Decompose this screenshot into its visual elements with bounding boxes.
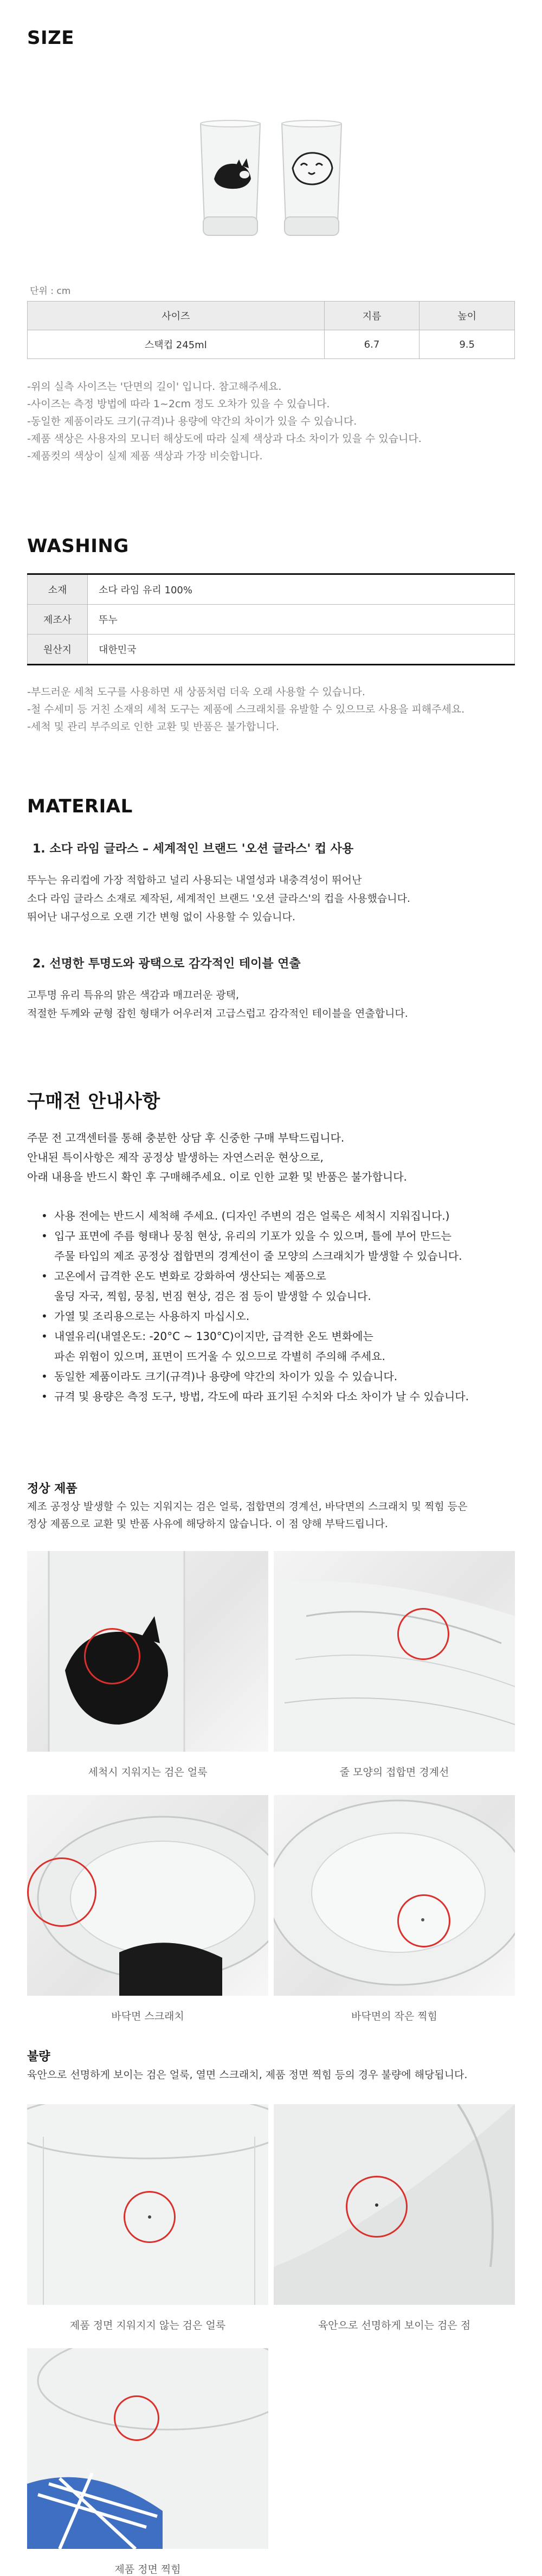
- size-table-cell: 스택컵 245ml: [28, 330, 325, 359]
- notice-bullet-continuation: 울딩 자국, 찍힘, 뭉침, 번짐 현상, 검은 점 등이 발생할 수 있습니다.: [54, 1290, 371, 1303]
- size-unit-label: 단위 : cm: [30, 286, 71, 297]
- size-note: -제품 색상은 사용자의 모니터 해상도에 따라 실제 색상과 다소 차이가 있을 수 있습니다.: [27, 433, 422, 445]
- washing-section-title: WASHING: [27, 535, 129, 557]
- photo-caption: 바닥면 스크래치: [111, 2010, 184, 2022]
- washing-key: 소재: [28, 574, 88, 605]
- material-point-line: 뛰어난 내구성으로 오랜 기간 변형 없이 사용할 수 있습니다.: [27, 911, 295, 923]
- notice-bullet-text: 입구 표면에 주름 형태나 뭉침 현상, 유리의 기포가 있을 수 있으며, 틀에 부어 만드는: [54, 1229, 451, 1242]
- size-note: -사이즈는 측정 방법에 따라 1~2cm 정도 오차가 있을 수 있습니다.: [27, 398, 330, 410]
- material-point-line: 뚜누는 유리컵에 가장 적합하고 널리 사용되는 내열성과 내충격성이 뛰어난: [27, 874, 362, 886]
- notice-bullet-continuation: 주물 타입의 제조 공정상 접합면의 경계선이 줄 모양의 스크래치가 발생할 수 있습니다.: [54, 1249, 462, 1263]
- size-table-cell: 9.5: [420, 330, 515, 359]
- bullet-dot: •: [41, 1330, 48, 1343]
- notice-bullet-text: 가열 및 조리용으로는 사용하지 마십시오.: [54, 1310, 250, 1323]
- size-note: -제품컷의 색상이 실제 제품 색상과 가장 비슷합니다.: [27, 450, 263, 462]
- defect-desc: 육안으로 선명하게 보이는 검은 얼룩, 열면 스크래치, 제품 정면 찍힘 등의 경우 불량에 해당됩니다.: [27, 2069, 468, 2081]
- product-image-cups: [192, 114, 350, 249]
- bullet-dot: •: [41, 1270, 48, 1283]
- normal-product-title: 정상 제품: [27, 1482, 78, 1496]
- size-table: [27, 301, 515, 359]
- washing-row: [28, 574, 515, 605]
- photo-seam-line: [274, 1551, 515, 1752]
- notice-bullet-item: [38, 1306, 526, 1327]
- washing-table: [27, 573, 515, 665]
- notice-bullet-item: [38, 1266, 526, 1286]
- size-table-row: [28, 330, 515, 359]
- washing-note: -세척 및 관리 부주의로 인한 교환 및 반품은 불가합니다.: [27, 721, 280, 733]
- notice-bullet-text: 규격 및 용량은 측정 도구, 방법, 각도에 따라 표기된 수치와 다소 차이가 날 수 있습니다.: [54, 1390, 469, 1403]
- material-point-heading: 1. 소다 라임 글라스 – 세계적인 브랜드 '오션 글라스' 컵 사용: [33, 842, 354, 856]
- photo-caption: 제품 정면 찍힘: [114, 2564, 181, 2575]
- notice-bullets: [38, 1206, 526, 1407]
- normal-desc-line: 제조 공정상 발생할 수 있는 지워지는 검은 얼룩, 접합면의 경계선, 바닥면의 스크래치 및 찍힘 등은: [27, 1501, 468, 1513]
- washing-row: [28, 605, 515, 635]
- notice-bullet-text: 고온에서 급격한 온도 변화로 강화하여 생산되는 제품으로: [54, 1270, 326, 1283]
- photo-front-dent: [27, 2348, 268, 2549]
- size-table-header: 지름: [324, 302, 420, 330]
- bullet-dot: •: [41, 1209, 48, 1222]
- notice-bullet-text: 동일한 제품이라도 크기(규격)나 용량에 약간의 차이가 있을 수 있습니다.: [54, 1370, 398, 1383]
- notice-intro: [27, 1128, 407, 1187]
- notice-bullet-text: 내열유리(내열온도: -20°C ~ 130°C)이지만, 급격한 온도 변화에는: [54, 1330, 373, 1343]
- size-notes: [27, 378, 515, 465]
- normal-product-desc: [27, 1498, 467, 1533]
- washing-key: 제조사: [28, 605, 88, 635]
- photo-black-dot: [274, 2104, 515, 2305]
- highlight-circle: [397, 1608, 449, 1660]
- notice-bullet-item: [38, 1226, 526, 1246]
- photo-black-stain: [27, 1551, 268, 1752]
- photo-caption: 바닥면의 작은 찍힘: [351, 2010, 437, 2022]
- highlight-circle: [84, 1628, 140, 1684]
- material-section-title: MATERIAL: [27, 796, 133, 817]
- washing-row: [28, 635, 515, 665]
- material-point-line: 고투명 유리 특유의 맑은 색감과 매끄러운 광택,: [27, 989, 240, 1001]
- washing-value: 뚜누: [88, 605, 515, 635]
- material-point-body: [27, 871, 410, 926]
- size-table-header: 사이즈: [28, 302, 325, 330]
- normal-desc-line: 정상 제품으로 교환 및 반품 사유에 해당하지 않습니다. 이 점 양해 부탁드립니다.: [27, 1518, 388, 1530]
- size-table-header: 높이: [420, 302, 515, 330]
- bullet-dot: •: [41, 1370, 48, 1383]
- size-table-header-row: [28, 302, 515, 330]
- photo-small-dent: [274, 1795, 515, 1996]
- highlight-circle: [27, 1857, 96, 1927]
- washing-note: -부드러운 세척 도구를 사용하면 새 상품처럼 더욱 오래 사용할 수 있습니다.: [27, 686, 365, 698]
- highlight-circle: [114, 2395, 159, 2441]
- notice-bullet-continuation: 파손 위험이 있으며, 표면이 뜨거울 수 있으므로 각별히 주의해 주세요.: [54, 1350, 385, 1363]
- notice-intro-line: 아래 내용을 반드시 확인 후 구매해주세요. 이로 인한 교환 및 반품은 불가합니다.: [27, 1170, 407, 1183]
- bullet-dot: •: [41, 1310, 48, 1323]
- photo-caption: 육안으로 선명하게 보이는 검은 점: [318, 2319, 471, 2331]
- notice-bullet-item: [38, 1327, 526, 1347]
- washing-note: -철 수세미 등 거친 소재의 세척 도구는 제품에 스크래치를 유발할 수 있으므로 사용을 피해주세요.: [27, 703, 465, 715]
- size-note: -위의 실측 사이즈는 '단면의 길이' 입니다. 참고해주세요.: [27, 381, 282, 393]
- notice-bullet-item: [38, 1387, 526, 1407]
- washing-value: 소다 라임 유리 100%: [88, 574, 515, 605]
- photo-caption: 세척시 지워지는 검은 얼룩: [88, 1766, 208, 1778]
- material-point-heading: 2. 선명한 투명도와 광택으로 감각적인 테이블 연출: [33, 957, 301, 971]
- size-table-cell: 6.7: [324, 330, 420, 359]
- material-point-body: [27, 986, 408, 1023]
- photo-caption: 제품 정면 지워지지 않는 검은 얼룩: [69, 2319, 226, 2331]
- defect-title: 불량: [27, 2050, 50, 2064]
- photo-bottom-scratch: [27, 1795, 268, 1996]
- bullet-dot: •: [41, 1229, 48, 1242]
- washing-notes: [27, 683, 515, 735]
- notice-bullet-item: [38, 1367, 526, 1387]
- size-section-title: SIZE: [27, 27, 75, 49]
- notice-bullet-item: [38, 1206, 526, 1226]
- material-point-line: 소다 라임 글라스 소재로 제작된, 세계적인 브랜드 '오션 글라스'의 컵을 사용했습니다.: [27, 893, 410, 905]
- highlight-circle: [397, 1894, 450, 1947]
- highlight-circle: [124, 2191, 176, 2243]
- highlight-circle: [346, 2176, 408, 2238]
- photo-front-stain: [27, 2104, 268, 2305]
- washing-value: 대한민국: [88, 635, 515, 665]
- material-point-line: 적절한 두께와 균형 잡힌 형태가 어우러져 고급스럽고 감각적인 테이블을 연출합니다.: [27, 1008, 408, 1020]
- notice-bullet-text: 사용 전에는 반드시 세척해 주세요. (디자인 주변의 검은 얼룩은 세척시 지워집니다.): [54, 1209, 450, 1222]
- notice-intro-line: 안내된 특이사항은 제작 공정상 발생하는 자연스러운 현상으로,: [27, 1151, 324, 1164]
- bullet-dot: •: [41, 1390, 48, 1403]
- photo-caption: 줄 모양의 접합면 경계선: [339, 1766, 449, 1778]
- washing-key: 원산지: [28, 635, 88, 665]
- notice-section-title: 구매전 안내사항: [27, 1091, 160, 1112]
- size-note: -동일한 제품이라도 크기(규격)나 용량에 약간의 차이가 있을 수 있습니다.: [27, 415, 357, 427]
- notice-intro-line: 주문 전 고객센터를 통해 충분한 상담 후 신중한 구매 부탁드립니다.: [27, 1131, 345, 1144]
